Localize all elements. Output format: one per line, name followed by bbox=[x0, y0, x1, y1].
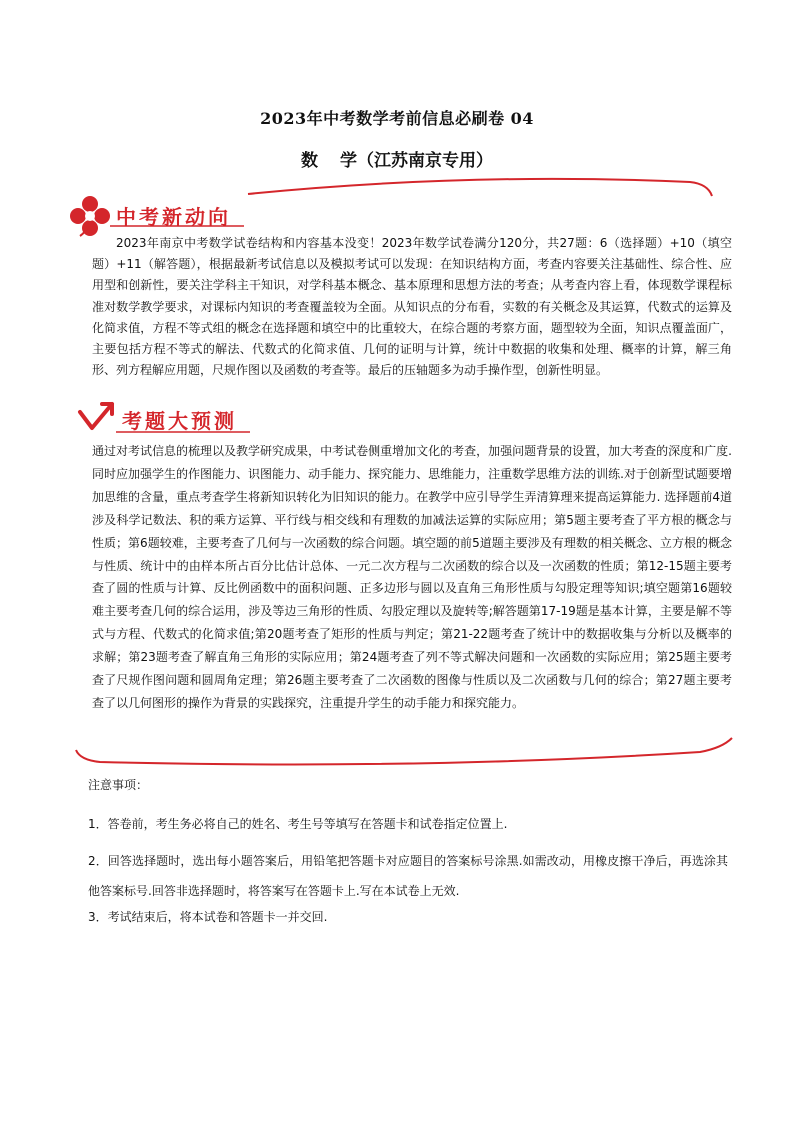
section2-body: 通过对考试信息的梳理以及教学研究成果，中考试卷侧重增加文化的考查，加强问题背景的设置，加大考查的深度和广度.同时应加强学生的作图能力、识图能力、动手能力、探究能力、思维能力，注重数学思维方法的训练.对于创新型试题要增加思维的含量，重点考查学生将新知识转化为旧知识的能力。在教学中应引导学生弄清算理来提高运算能力. 选择题前4道涉及科学记数法、积的乘方运算、平行线与相交线和有理数的加减法运算的实际应用；第5题主要考查了平方根的概念与性质；第6题较难，主要考查了几何与一次函数的综合问题。填空题的前5道题主要涉及有理数的相关概念、立方根的概念与性质、统计中的由样本所占百分比估计总体、一元二次方程与二次函数的综合以及一次函数的性质；第12-15题主要考查了圆的性质与计算、反比例函数中的面积问题、正多边形与圆以及直角三角形性质与勾股定理等知识;填空题第16题较难主要考查几何的综合运用，涉及等边三角形的性质、勾股定理以及旋转等;解答题第17-19题是基本计算，主要是解不等式与方程、代数式的化简求值;第20题考查了矩形的性质与判定；第21-22题考查了统计中的数据收集与分析以及概率的求解；第23题考查了解直角三角形的实际应用；第24题考查了列不等式解决问题和一次函数的实际应用；第25题主要考查了尺规作图问题和圆周角定理；第26题主要考查了二次函数的图像与性质以及二次函数与几何的综合；第27题主要考查了以几何图形的操作为背景的实践探究，注重提升学生的动手能力和探究能力。 bbox=[92, 444, 732, 710]
section-frame-top-arc bbox=[248, 179, 712, 196]
section1-body: 2023年南京中考数学试卷结构和内容基本没变！2023年数学试卷满分120分，共27题：6（选择题）+10（填空题）+11（解答题），根据最新考试信息以及模拟考试可以发现：在知识结构方面，考查内容要关注基础性、综合性、应用型和创新性，要关注学科主干知识，对学科基本概念、基本原理和思想方法的考查；从考查内容上看，体现数学课程标准对数学教学要求，对课标内知识的考查覆盖较为全面。从知识点的分布看，实数的有关概念及其运算，代数式的运算及化简求值，方程不等式组的概念在选择题和填空中的比重较大，在综合题的考察方面，题型较为全面，知识点覆盖面广，主要包括方程不等式的解法、代数式的化简求值、几何的证明与计算，统计中数据的收集和处理、概率的计算，解三角形、列方程解应用题，尺规作图以及函数的考查等。最后的压轴题多为动手操作型，创新性明显。 bbox=[92, 236, 732, 378]
section1-heading: 中考新动向 bbox=[116, 205, 231, 229]
section2-heading: 考题大预测 bbox=[122, 409, 237, 433]
subtitle-subject-char: 数 bbox=[301, 151, 318, 171]
notes-heading: 注意事项： bbox=[88, 778, 149, 792]
section-frame-bottom-arc bbox=[76, 738, 732, 764]
notes-item-1: 1．答卷前，考生务必将自己的姓名、考生号等填写在答题卡和试卷指定位置上. bbox=[88, 817, 508, 831]
notes-item-3: 3．考试结束后，将本试卷和答题卡一并交回. bbox=[88, 910, 328, 924]
notes-item-2: 2．回答选择题时，选出每小题答案后，用铅笔把答题卡对应题目的答案标号涂黑.如需改动，用橡皮擦干净后，再选涂其他答案标号.回答非选择题时，将答案写在答题卡上.写在本试卷上无效. bbox=[88, 854, 728, 898]
checkmark-arrow-icon bbox=[80, 404, 112, 428]
four-leaf-clover-icon bbox=[70, 196, 110, 236]
subtitle-rest: 学（江苏南京专用） bbox=[340, 151, 493, 171]
document-title: 2023年中考数学考前信息必刷卷 04 bbox=[260, 109, 534, 128]
